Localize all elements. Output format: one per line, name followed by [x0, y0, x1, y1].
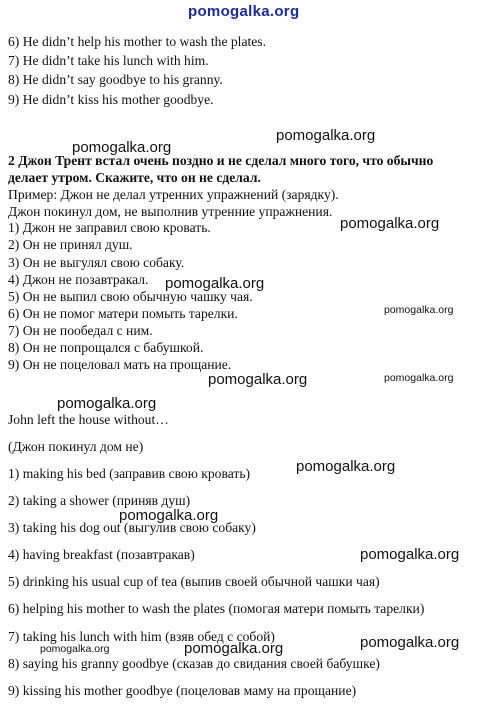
answer-item-6: 6) helping his mother to wash the plates (помогая матери помыть тарелки): [8, 601, 425, 616]
answer-item-1: 1) making his bed (заправив свою кровать): [8, 466, 251, 481]
watermark: pomogalka.org: [165, 275, 265, 292]
task2-item-9: 9) Он не поцеловал мать на прощание.: [8, 357, 232, 372]
watermark: pomogalka.org: [360, 546, 460, 563]
watermark: pomogalka.org: [360, 634, 460, 651]
watermark: pomogalka.org: [384, 372, 454, 384]
watermark: pomogalka.org: [40, 643, 110, 655]
watermark: pomogalka.org: [119, 507, 219, 524]
block1-line-9: 9) He didn’t kiss his mother goodbye.: [8, 92, 214, 107]
watermark: pomogalka.org: [57, 395, 157, 412]
answer-lead-ru: (Джон покинул дом не): [8, 439, 144, 454]
block1-line-7: 7) He didn’t take his lunch with him.: [8, 53, 209, 68]
watermark: pomogalka.org: [276, 127, 376, 144]
answer-item-2: 2) taking a shower (приняв душ): [8, 493, 191, 508]
task2-example: Пример: Джон не делал утренних упражнений (зарядку).: [8, 187, 339, 202]
task2-item-3: 3) Он не выгулял свою собаку.: [8, 255, 185, 270]
watermark: pomogalka.org: [384, 304, 454, 316]
watermark-top: pomogalka.org: [188, 3, 300, 20]
watermark: pomogalka.org: [340, 215, 440, 232]
answer-item-9: 9) kissing his mother goodbye (поцеловав маму на прощание): [8, 683, 357, 698]
answer-lead: John left the house without…: [8, 412, 169, 427]
task2-item-8: 8) Он не попрощался с бабушкой.: [8, 340, 204, 355]
answer-item-4: 4) having breakfast (позавтракав): [8, 547, 195, 562]
task2-item-1: 1) Джон не заправил свою кровать.: [8, 220, 211, 235]
task2-item-7: 7) Он не пообедал с ним.: [8, 323, 153, 338]
watermark: pomogalka.org: [208, 371, 308, 388]
task2-item-5: 5) Он не выпил свою обычную чашку чая.: [8, 289, 253, 304]
answer-item-7: 7) taking his lunch with him (взяв обед с собой): [8, 629, 275, 644]
watermark: pomogalka.org: [72, 139, 172, 156]
task2-example2: Джон покинул дом, не выполнив утренние упражнения.: [8, 204, 333, 219]
block1-line-6: 6) He didn’t help his mother to wash the plates.: [8, 34, 266, 49]
task2-heading-line2: делает утром. Скажите, что он не сделал.: [8, 170, 261, 185]
answer-item-5: 5) drinking his usual cup of tea (выпив своей обычной чашки чая): [8, 574, 380, 589]
answer-item-3: 3) taking his dog out (выгулив свою собаку): [8, 520, 256, 535]
task2-item-6: 6) Он не помог матери помыть тарелки.: [8, 306, 238, 321]
task2-item-4: 4) Джон не позавтракал.: [8, 272, 149, 287]
block1-line-8: 8) He didn’t say goodbye to his granny.: [8, 72, 223, 87]
watermark: pomogalka.org: [184, 640, 284, 657]
task2-heading-line1: 2 Джон Трент встал очень поздно и не сделал много того, что обычно: [8, 153, 434, 168]
answer-item-8: 8) saying his granny goodbye (сказав до свидания своей бабушке): [8, 656, 380, 671]
watermark: pomogalka.org: [296, 458, 396, 475]
task2-item-2: 2) Он не принял душ.: [8, 237, 133, 252]
